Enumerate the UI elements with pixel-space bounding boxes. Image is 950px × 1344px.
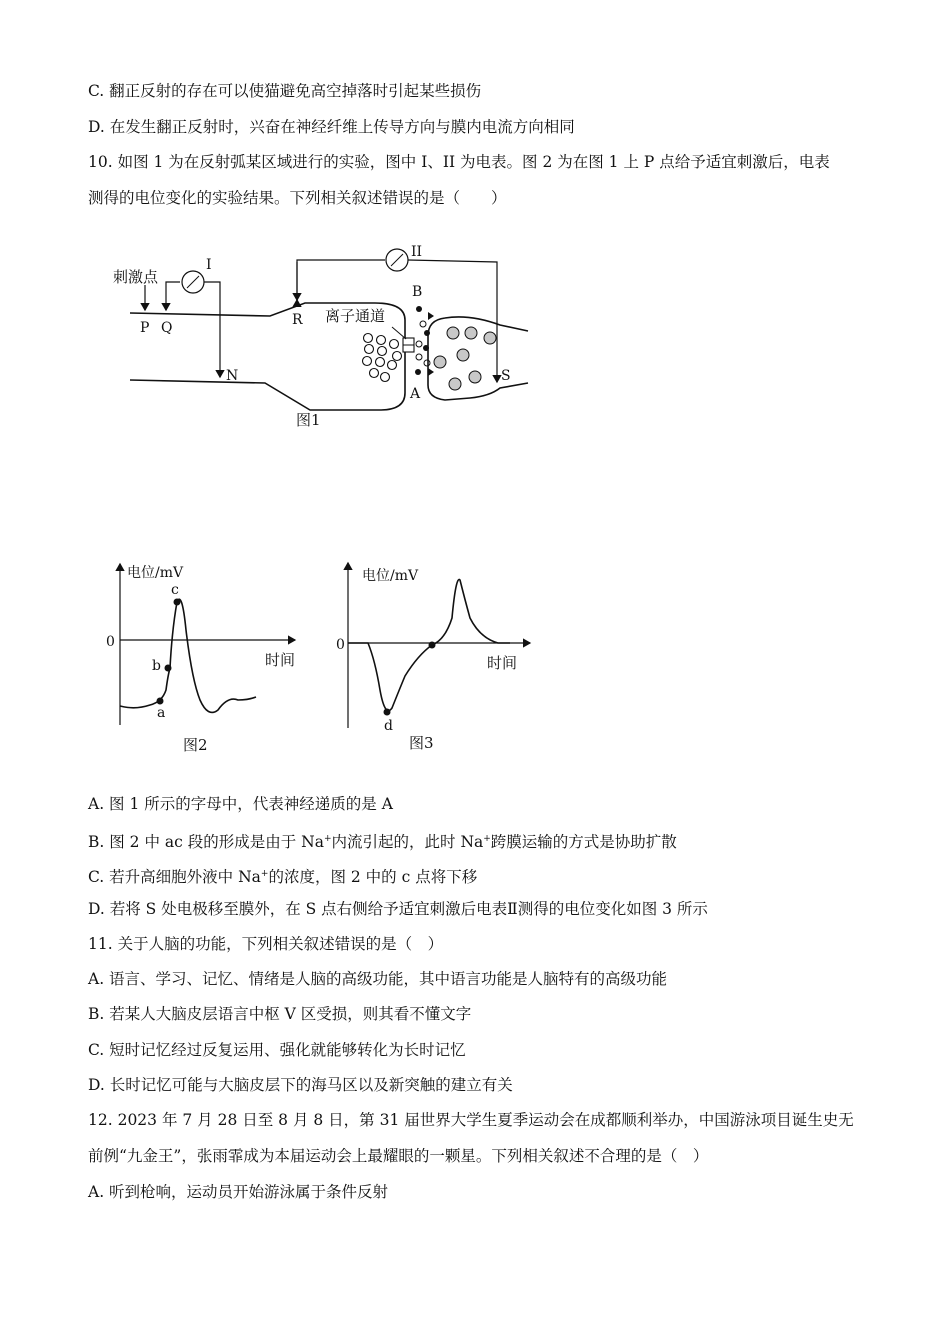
label-s: S <box>501 368 511 384</box>
stim-label: 刺激点 <box>113 268 159 286</box>
channel-label: 离子通道 <box>325 307 386 325</box>
postsynaptic-granules <box>434 327 496 390</box>
fig3-label-d: d <box>384 718 393 734</box>
q10-option-d: D. 若将 S 处电极移至膜外，在 S 点右侧给予适宜刺激后电表Ⅱ测得的电位变化如图 3 所示 <box>88 900 708 918</box>
q10-option-c: C. 若升高细胞外液中 Na+的浓度，图 2 中的 c 点将下移 <box>88 868 478 886</box>
meter2-wire-left <box>297 260 385 300</box>
q10-option-a: A. 图 1 所示的字母中，代表神经递质的是 A <box>88 795 393 813</box>
q10-option-b: B. 图 2 中 ac 段的形成是由于 Na+内流引起的，此时 Na+跨膜运输的方式是协助扩散 <box>88 833 677 851</box>
fig2-ylabel: 电位/mV <box>127 565 184 581</box>
fig2-curve <box>120 599 256 712</box>
q11-option-d: D. 长时记忆可能与大脑皮层下的海马区以及新突触的建立有关 <box>88 1076 513 1094</box>
q11-option-b: B. 若某人大脑皮层语言中枢 V 区受损，则其看不懂文字 <box>88 1005 472 1023</box>
meter1-wire <box>166 282 180 285</box>
q11-stem: 11. 关于人脑的功能，下列相关叙述错误的是（ ） <box>88 935 444 953</box>
fig2-point-a <box>157 698 164 705</box>
fig2-label-b: b <box>152 658 161 674</box>
fig2-label-a: a <box>157 705 166 721</box>
label-r: R <box>292 312 303 328</box>
label-a: A <box>410 386 421 402</box>
q12-option-a: A. 听到枪响，运动员开始游泳属于条件反射 <box>88 1183 389 1201</box>
fig2-xlabel: 时间 <box>265 651 296 669</box>
label-n: N <box>226 368 239 384</box>
label-meter1: I <box>206 257 212 273</box>
q12-stem-line2: 前例“九金王”，张雨霏成为本届运动会上最耀眼的一颗星。下列相关叙述不合理的是（ ） <box>88 1147 709 1165</box>
figure-3 <box>330 555 535 755</box>
fig3-caption: 图3 <box>409 734 434 752</box>
fig1-caption: 图1 <box>296 411 321 429</box>
fig3-zero: 0 <box>336 637 345 653</box>
fig2-caption: 图2 <box>183 736 208 754</box>
presynaptic-vesicles <box>363 334 402 382</box>
q9-option-c: C. 翻正反射的存在可以使猫避免高空掉落时引起某些损伤 <box>88 82 482 100</box>
q9-option-d: D. 在发生翻正反射时，兴奋在神经纤维上传导方向与膜内电流方向相同 <box>88 118 575 136</box>
fig2-label-c: c <box>171 582 179 598</box>
cleft-molecules <box>415 306 434 376</box>
figure-1 <box>100 235 540 435</box>
q11-option-c: C. 短时记忆经过反复运用、强化就能够转化为长时记忆 <box>88 1041 466 1059</box>
fig2-point-b <box>165 665 172 672</box>
fig3-xlabel: 时间 <box>487 654 518 672</box>
label-p: P <box>140 320 150 336</box>
fig3-zero-crossing <box>429 642 436 649</box>
q12-stem-line1: 12. 2023 年 7 月 28 日至 8 月 8 日，第 31 届世界大学生夏季运动会在成都顺利举办，中国游泳项目诞生史无 <box>88 1111 854 1129</box>
q11-option-a: A. 语言、学习、记忆、情绪是人脑的高级功能，其中语言功能是人脑特有的高级功能 <box>88 970 668 988</box>
label-q: Q <box>161 320 173 336</box>
label-meter2: II <box>411 244 423 260</box>
fig2-zero: 0 <box>106 634 115 650</box>
label-b: B <box>412 284 423 300</box>
q10-stem-line2: 测得的电位变化的实验结果。下列相关叙述错误的是（ ） <box>88 189 507 207</box>
fig3-ylabel: 电位/mV <box>362 568 419 584</box>
fig3-point-d <box>384 709 391 716</box>
figure-2 <box>95 550 310 760</box>
q10-stem-line1: 10. 如图 1 为在反射弧某区域进行的实验，图中 I、II 为电表。图 2 为在图 1 上 P 点给予适宜刺激后，电表 <box>88 153 830 171</box>
fig2-point-c <box>174 599 181 606</box>
